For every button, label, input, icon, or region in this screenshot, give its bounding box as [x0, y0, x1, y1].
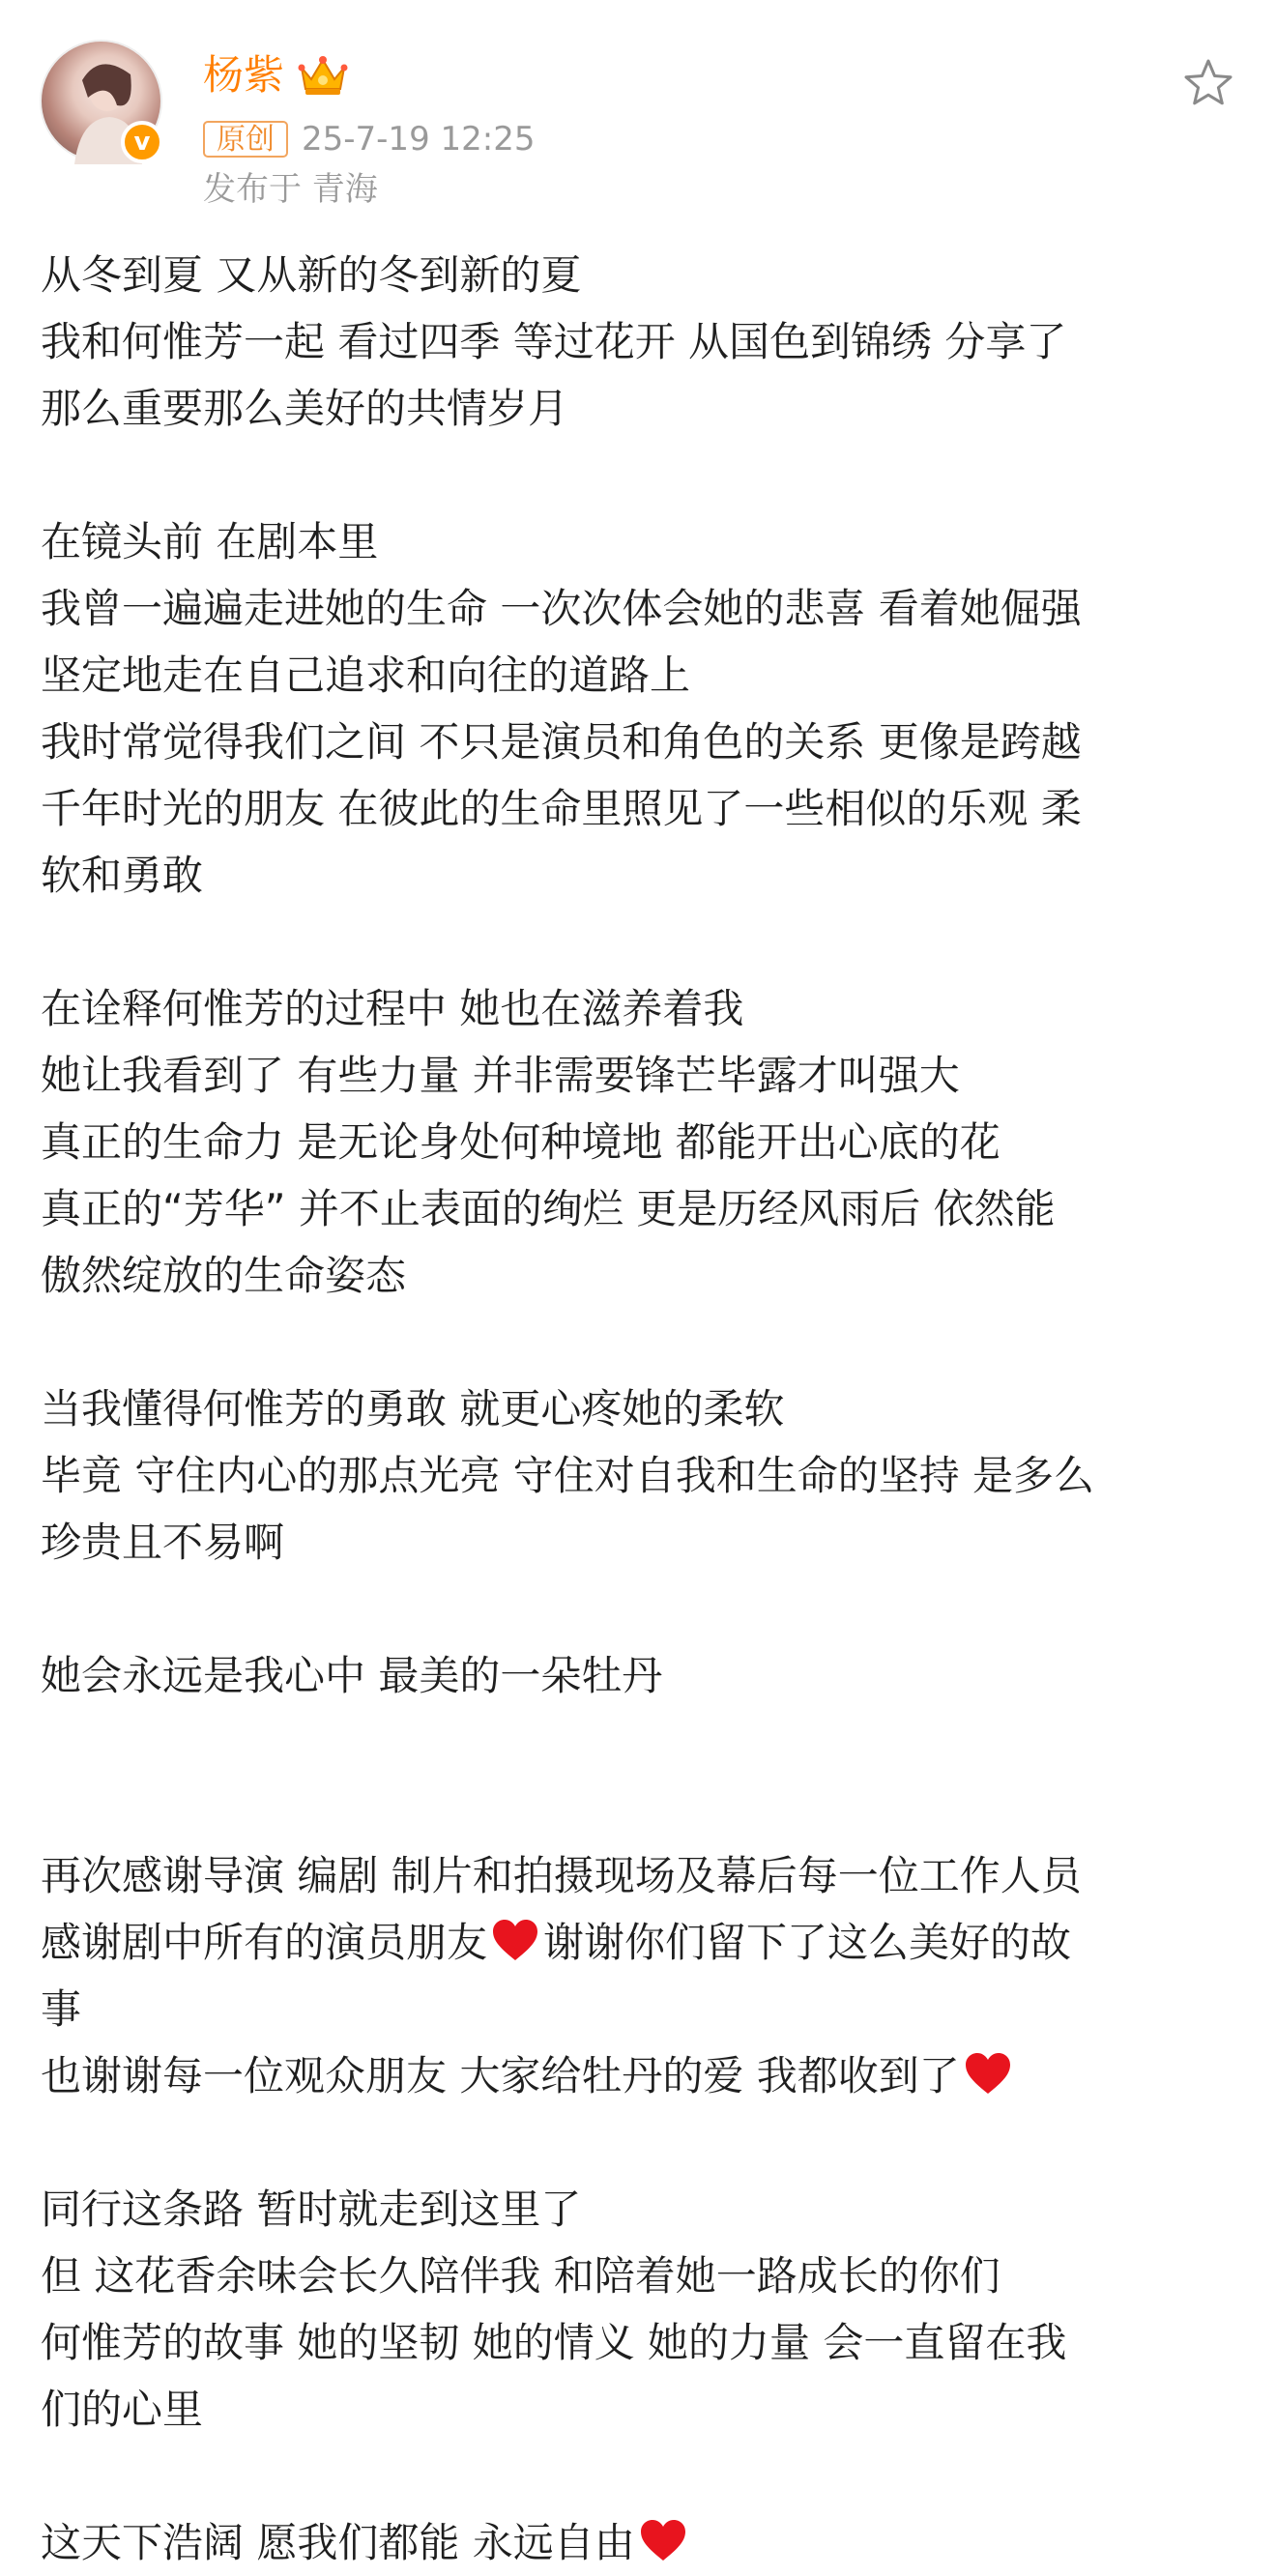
star-outline-icon[interactable] — [1181, 56, 1235, 110]
post-line: 毕竟 守住内心的那点光亮 守住对自我和生命的坚持 是多么 — [41, 1452, 1095, 1499]
post-line: 但 这花香余味会长久陪伴我 和陪着她一路成长的你们 — [41, 2252, 1000, 2300]
post-line: 她会永远是我心中 最美的一朵牡丹 — [41, 1652, 663, 1699]
post-line: 坚定地走在自己追求和向往的道路上 — [41, 651, 691, 699]
post-line-text: 谢谢你们留下了这么美好的故 — [543, 1919, 1072, 1966]
red-heart-icon — [964, 2051, 1012, 2096]
red-heart-icon — [491, 1918, 539, 1962]
post-blank-line — [41, 1709, 1249, 1776]
verified-badge: v — [121, 121, 163, 163]
username[interactable]: 杨紫 — [203, 51, 285, 99]
post-line: 在诠释何惟芳的过程中 她也在滋养着我 — [41, 985, 744, 1032]
post-blank-line — [41, 2443, 1249, 2509]
post-line: 真正的“芳华” 并不止表面的绚烂 更是历经风雨后 依然能 — [41, 1185, 1056, 1232]
post-line: 我时常觉得我们之间 不只是演员和角色的关系 更像是跨越 — [41, 718, 1082, 766]
post-line: 在镜头前 在剧本里 — [41, 518, 379, 565]
post-line-with-heart — [41, 1909, 1249, 1976]
post-blank-line — [41, 2109, 1249, 2176]
post-timestamp: 25-7-19 12:25 — [302, 120, 536, 159]
post-line: 事 — [41, 1985, 82, 2033]
post-line-text: 感谢剧中所有的演员朋友 — [41, 1919, 488, 1966]
post-line-text: 这天下浩阔 愿我们都能 永远自由 — [41, 2519, 635, 2566]
post-blank-line — [41, 442, 1249, 508]
post-line: 千年时光的朋友 在彼此的生命里照见了一些相似的乐观 柔 — [41, 785, 1082, 832]
post-line: 何惟芳的故事 她的坚韧 她的情义 她的力量 会一直留在我 — [41, 2319, 1067, 2366]
post-line: 再次感谢导演 编剧 制片和拍摄现场及幕后每一位工作人员 — [41, 1852, 1082, 1899]
post-line: 同行这条路 暂时就走到这里了 — [41, 2185, 582, 2233]
post-line: 们的心里 — [41, 2386, 204, 2433]
post-line: 那么重要那么美好的共情岁月 — [41, 385, 569, 432]
post-blank-line — [41, 909, 1249, 975]
post-body — [41, 242, 1249, 2576]
post-line: 傲然绽放的生命姿态 — [41, 1252, 407, 1299]
post-line: 从冬到夏 又从新的冬到新的夏 — [41, 251, 582, 299]
post-line-text: 也谢谢每一位观众朋友 大家给牡丹的爱 我都收到了 — [41, 2052, 960, 2099]
post-line-with-heart — [41, 2042, 1249, 2109]
original-badge: 原创 — [203, 121, 288, 158]
post-line-with-heart — [41, 2509, 1249, 2576]
red-heart-icon — [639, 2518, 687, 2562]
post-line: 软和勇敢 — [41, 852, 204, 899]
post-line: 珍贵且不易啊 — [41, 1519, 285, 1566]
crown-icon — [298, 54, 348, 97]
post-line: 当我懂得何惟芳的勇敢 就更心疼她的柔软 — [41, 1385, 785, 1433]
post-location: 发布于 青海 — [203, 170, 378, 209]
avatar-container[interactable] — [40, 40, 162, 162]
post-line: 我曾一遍遍走进她的生命 一次次体会她的悲喜 看着她倔强 — [41, 585, 1082, 632]
post-blank-line — [41, 1309, 1249, 1375]
post-line: 真正的生命力 是无论身处何种境地 都能开出心底的花 — [41, 1118, 1000, 1166]
post-line: 我和何惟芳一起 看过四季 等过花开 从国色到锦绣 分享了 — [41, 318, 1067, 365]
post-blank-line — [41, 1776, 1249, 1842]
post-blank-line — [41, 1576, 1249, 1642]
post-line: 她让我看到了 有些力量 并非需要锋芒毕露才叫强大 — [41, 1052, 960, 1099]
